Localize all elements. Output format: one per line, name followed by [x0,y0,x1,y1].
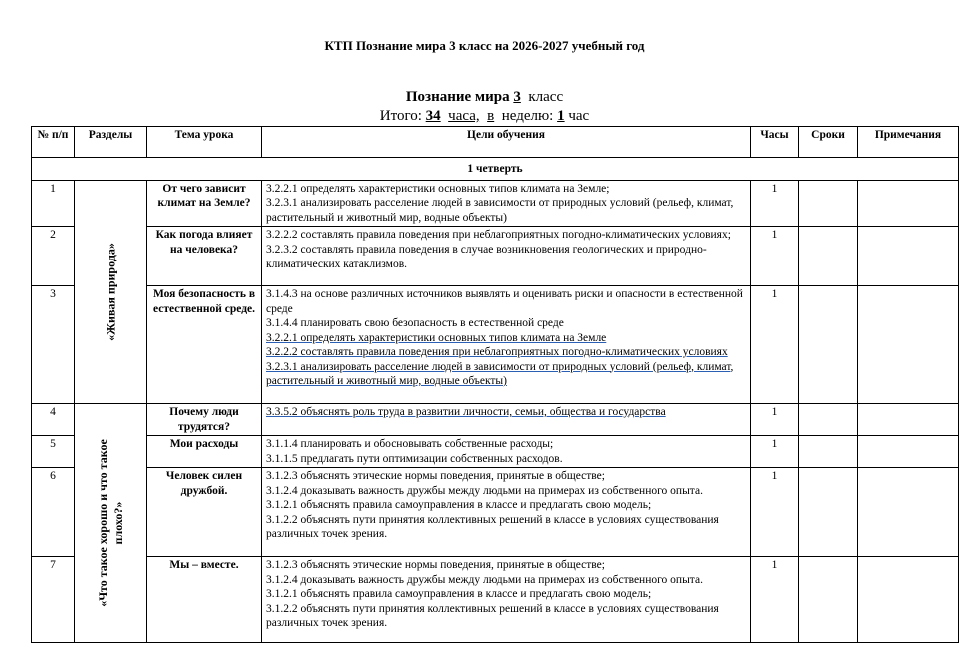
row-num: 2 [32,227,75,286]
section-cell [75,404,147,643]
header-notes: Примечания [858,127,959,158]
goal-item: 3.1.2.1 объяснять правила самоуправления в классе и предлагать свою модель; [266,588,652,600]
quarter-row [32,158,959,181]
row-goals [262,468,751,557]
section-label: «Что такое хорошо и что такое плохо?» [95,439,125,607]
row-hours: 1 [751,557,799,643]
row-dates[interactable] [799,436,858,468]
table-row [32,180,959,227]
week-word: неделю: [501,108,554,124]
total-hours: 34 [425,108,441,124]
row-goals [262,404,751,436]
row-hours: 1 [751,286,799,404]
subject-line [0,89,969,106]
quarter-label: 1 четверть [32,158,959,181]
row-topic: Почему люди трудятся? [147,404,262,436]
goal-item: 3.2.3.2 составлять правила поведения в случае возникновения геологических и природно-климатических катаклизмов. [266,243,707,270]
goal-item: 3.2.2.1 определять характеристики основных типов климата на Земле; [266,182,610,195]
row-hours: 1 [751,436,799,468]
row-dates[interactable] [799,227,858,286]
section-cell [75,180,147,404]
row-topic: Мы – вместе. [147,557,262,643]
table-header-row [32,127,959,158]
row-notes[interactable] [858,436,959,468]
totals-line [0,108,969,125]
row-notes[interactable] [858,468,959,557]
document-title: КТП Познание мира 3 класс на 2026-2027 учебный год [324,38,645,53]
per-word: час [568,108,590,124]
row-notes[interactable] [858,404,959,436]
header-topic: Тема урока [147,127,262,158]
goal-item: 3.1.2.3 объяснять этические нормы поведения, принятые в обществе; [266,470,605,482]
header-sections: Разделы [75,127,147,158]
table-row [32,227,959,286]
header-dates: Сроки [799,127,858,158]
goal-item: 3.1.2.3 объяснять этические нормы поведения, принятые в обществе; [266,559,605,571]
table-row [32,557,959,643]
goal-item: 3.1.1.5 предлагать пути оптимизации собственных расходов. [266,452,563,465]
row-num: 1 [32,180,75,227]
row-hours: 1 [751,227,799,286]
row-goals [262,436,751,468]
goal-item: 3.1.2.1 объяснять правила самоуправления в классе и предлагать свою модель; [266,499,652,511]
row-dates[interactable] [799,180,858,227]
row-dates[interactable] [799,286,858,404]
subject-name: Познание мира [405,89,510,105]
row-num: 3 [32,286,75,404]
row-goals [262,180,751,227]
goal-item: 3.1.4.4 планировать свою безопасность в естественной среде [266,317,564,329]
table-row [32,404,959,436]
row-notes[interactable] [858,557,959,643]
in-word: в [487,108,495,124]
row-topic: Моя безопасность в естественной среде. [147,286,262,404]
header-goals: Цели обучения [262,127,751,158]
row-num: 7 [32,557,75,643]
row-hours: 1 [751,404,799,436]
per-week-hours: 1 [557,108,565,124]
goal-item: 3.1.2.2 объяснять пути принятия коллективных решений в классе в условиях существования различных точек зрения. [266,513,719,540]
goal-item: 3.3.5.2 объяснять роль труда в развитии личности, семьи, общества и государства [266,406,666,418]
goal-item: 3.2.2.2 составлять правила поведения при неблагоприятных погодно-климатических условиях; [266,229,731,241]
row-dates[interactable] [799,468,858,557]
section-label: «Живая природа» [103,242,117,341]
goal-item: 3.1.1.4 планировать и обосновывать собственные расходы; [266,438,554,450]
goal-item: 3.1.2.2 объяснять пути принятия коллективных решений в классе в условиях существования различных точек зрения. [266,602,719,629]
row-num: 5 [32,436,75,468]
row-num: 4 [32,404,75,436]
goal-item: 3.2.2.1 определять характеристики основных типов климата на Земле [266,331,607,344]
curriculum-table [31,126,959,643]
row-goals [262,227,751,286]
row-topic: Мои расходы [147,436,262,468]
row-hours: 1 [751,468,799,557]
row-notes[interactable] [858,286,959,404]
table-row [32,286,959,404]
hours-word: часа, [448,108,480,124]
totals-prefix: Итого: [379,108,422,124]
row-dates[interactable] [799,557,858,643]
goal-item: 3.2.3.1 анализировать расселение людей в зависимости от природных условий (рельеф, климат, растительный и животный мир, водные объекты) [266,197,734,224]
row-topic: Как погода влияет на человека? [147,227,262,286]
table-row [32,468,959,557]
grade-number: 3 [513,89,521,105]
goal-item: 3.1.2.4 доказывать важность дружбы между людьми на примерах из собственного опыта. [266,573,703,586]
row-goals [262,557,751,643]
row-hours: 1 [751,180,799,227]
goal-item: 3.1.4.3 на основе различных источников выявлять и оценивать риски и опасности в естественной среде [266,288,743,315]
table-row [32,436,959,468]
goal-item: 3.1.2.4 доказывать важность дружбы между людьми на примерах из собственного опыта. [266,484,703,497]
row-goals [262,286,751,404]
grade-word: класс [528,89,564,105]
goal-item: 3.2.3.1 анализировать расселение людей в зависимости от природных условий (рельеф, климат, растительный и животный мир, водные объекты) [266,360,734,387]
row-notes[interactable] [858,227,959,286]
row-dates[interactable] [799,404,858,436]
row-topic: Человек силен дружбой. [147,468,262,557]
header-hours: Часы [751,127,799,158]
row-topic: От чего зависит климат на Земле? [147,180,262,227]
row-num: 6 [32,468,75,557]
header-num: № п/п [32,127,75,158]
row-notes[interactable] [858,180,959,227]
goal-item: 3.2.2.2 составлять правила поведения при неблагоприятных погодно-климатических условиях [266,346,728,358]
